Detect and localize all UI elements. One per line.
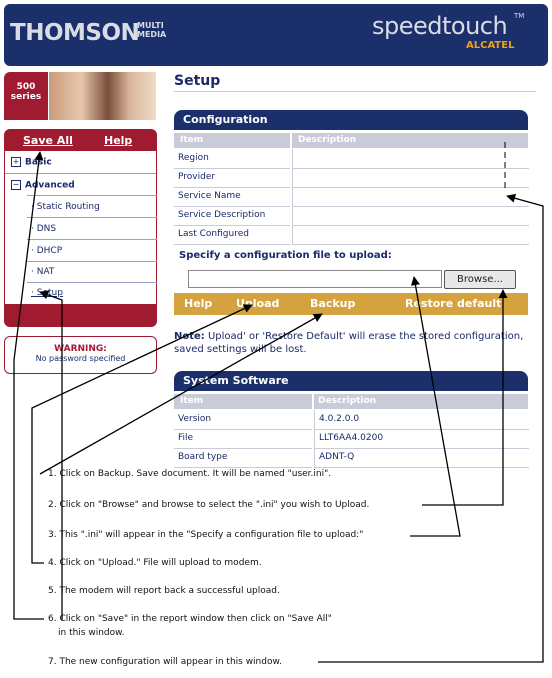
row-value: 4.0.2.0.0 <box>319 414 360 424</box>
thomson-logo: THOMSON <box>10 20 140 46</box>
system-software-title: System Software <box>183 374 289 387</box>
help-button[interactable]: Help <box>184 297 213 310</box>
col-label: Description <box>298 135 357 145</box>
arrow-config-table <box>318 196 543 662</box>
instruction-1: 1. Click on Backup. Save document. It will be named "user.ini". <box>48 469 332 479</box>
alcatel-logo: ALCATEL <box>466 40 515 51</box>
warning-text: No password specified <box>35 354 126 363</box>
bullet-icon: · <box>31 202 37 212</box>
arrow-browse <box>422 290 503 505</box>
restore-default-button[interactable]: Restore default <box>405 297 502 310</box>
upload-button[interactable]: Upload <box>236 297 280 310</box>
instruction-5: 5. The modem will report back a successful upload. <box>48 586 280 596</box>
upload-label: Specify a configuration file to upload: <box>179 250 392 261</box>
row-label: Service Description <box>178 210 266 220</box>
save-all-link[interactable]: Save All <box>23 134 73 147</box>
trademark-mark: TM <box>514 12 525 20</box>
instruction-3: 3. This ".ini" will appear in the "Specify a configuration file to upload:" <box>48 530 364 540</box>
col-label: Description <box>318 396 377 406</box>
help-link[interactable]: Help <box>104 134 133 147</box>
arrow-upload <box>32 305 252 563</box>
arrow-file-input <box>410 277 460 536</box>
page-title: Setup <box>174 73 221 89</box>
row-label: Board type <box>178 452 228 462</box>
sidebar-item-label: Advanced <box>25 180 75 191</box>
note-label: Note: <box>174 331 205 342</box>
series-label: series <box>10 92 42 102</box>
sidebar-item-label: NAT <box>36 267 55 277</box>
row-label: File <box>178 433 194 443</box>
instruction-6: 6. Click on "Save" in the report window then click on "Save All" <box>48 614 332 624</box>
row-label: Last Configured <box>178 229 249 239</box>
instruction-7: 7. The new configuration will appear in this window. <box>48 657 282 667</box>
logo-sub-1: MULTI <box>137 21 164 30</box>
row-value: LLT6AA4.0200 <box>319 433 384 443</box>
note-body: Upload' or 'Restore Default' will erase the stored configuration, saved settings will be lost. <box>174 331 524 355</box>
row-label: Provider <box>178 172 216 182</box>
arrow-setup <box>40 292 62 620</box>
browse-button[interactable]: Browse... <box>444 270 516 289</box>
col-label: Item <box>180 135 204 145</box>
sidebar-item-label: DHCP <box>36 246 63 256</box>
series-number: 500 <box>16 82 36 92</box>
instruction-6-cont: in this window. <box>58 628 125 638</box>
sidebar-item-label: Basic <box>25 157 52 168</box>
collapse-icon[interactable]: − <box>12 180 20 189</box>
row-label: Version <box>178 414 212 424</box>
bullet-icon: · <box>31 246 37 256</box>
row-value: ADNT-Q <box>319 452 355 462</box>
instruction-2: 2. Click on "Browse" and browse to select the ".ini" you wish to Upload. <box>48 500 370 510</box>
col-label: Item <box>180 396 204 406</box>
bullet-icon: · <box>31 288 37 298</box>
row-label: Service Name <box>178 191 241 201</box>
row-label: Region <box>178 153 209 163</box>
backup-button[interactable]: Backup <box>310 297 356 310</box>
sidebar-item-label: DNS <box>36 224 57 234</box>
expand-icon[interactable]: + <box>12 157 20 166</box>
instruction-4: 4. Click on "Upload." File will upload to modem. <box>48 558 262 568</box>
arrow-save-all <box>14 152 44 619</box>
sidebar-item-label: Setup <box>36 288 63 298</box>
warning-title: WARNING: <box>54 344 107 354</box>
sidebar-item-label: Static Routing <box>36 202 100 212</box>
speedtouch-logo: speedtouch <box>372 12 508 40</box>
configuration-title: Configuration <box>183 113 268 126</box>
bullet-icon: · <box>31 267 37 277</box>
logo-sub-2: MEDIA <box>137 30 167 39</box>
bullet-icon: · <box>31 224 37 234</box>
